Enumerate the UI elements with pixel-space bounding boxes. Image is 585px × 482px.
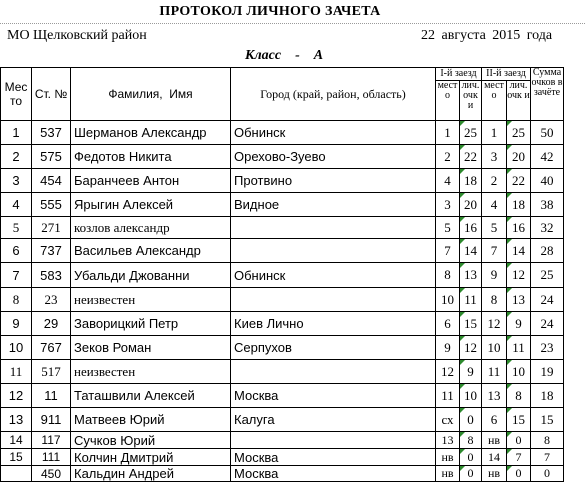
run2-points-cell: 22 — [507, 169, 531, 193]
results-table — [0, 67, 564, 482]
run1-place-cell: 11 — [436, 384, 460, 408]
total-cell: 50 — [531, 121, 564, 145]
city-cell: Калуга — [231, 408, 436, 432]
table-row — [1, 263, 564, 288]
run1-place-cell: 1 — [436, 121, 460, 145]
name-cell: козлов александр — [71, 217, 231, 239]
bib-cell: 583 — [32, 263, 71, 288]
table-row — [1, 432, 564, 449]
name-cell: Убальди Джованни — [71, 263, 231, 288]
name-cell: Таташвили Алексей — [71, 384, 231, 408]
city-cell: Обнинск — [231, 263, 436, 288]
city-cell: Видное — [231, 193, 436, 217]
place-cell: 13 — [1, 408, 32, 432]
event-date: 22 августа 2015 года — [421, 28, 553, 43]
run2-place-cell: 12 — [482, 312, 507, 336]
run2-points-cell: 12 — [507, 263, 531, 288]
bib-cell: 517 — [32, 360, 71, 384]
bib-cell: 537 — [32, 121, 71, 145]
city-cell: Обнинск — [231, 121, 436, 145]
total-cell: 15 — [531, 408, 564, 432]
run1-points-cell: 11 — [460, 288, 482, 312]
run2-points-cell: 15 — [507, 408, 531, 432]
table-row — [1, 193, 564, 217]
run2-place-cell: нв — [482, 432, 507, 449]
run2-place-cell: 5 — [482, 217, 507, 239]
protocol-title: ПРОТОКОЛ ЛИЧНОГО ЗАЧЕТА — [159, 4, 381, 19]
bib-cell: 454 — [32, 169, 71, 193]
bib-cell: 555 — [32, 193, 71, 217]
run2-place-cell: 13 — [482, 384, 507, 408]
name-cell: Кальдин Андрей — [71, 466, 231, 482]
table-row — [1, 449, 564, 466]
run2-points-cell: 7 — [507, 449, 531, 466]
total-cell: 23 — [531, 336, 564, 360]
run1-place-header: мест о — [436, 81, 460, 121]
place-cell: 4 — [1, 193, 32, 217]
total-cell: 24 — [531, 312, 564, 336]
place-cell: 8 — [1, 288, 32, 312]
run1-place-cell: нв — [436, 466, 460, 482]
city-cell — [231, 288, 436, 312]
title-rule — [0, 23, 585, 24]
run1-points-cell: 10 — [460, 384, 482, 408]
col-place-header: Мес то — [1, 68, 32, 121]
place-cell: 1 — [1, 121, 32, 145]
city-cell: Серпухов — [231, 336, 436, 360]
place-cell: 11 — [1, 360, 32, 384]
bib-cell: 23 — [32, 288, 71, 312]
total-cell: 28 — [531, 239, 564, 263]
bib-cell: 11 — [32, 384, 71, 408]
run1-points-cell: 0 — [460, 449, 482, 466]
place-cell: 15 — [1, 449, 32, 466]
table-row — [1, 384, 564, 408]
run2-place-cell: 1 — [482, 121, 507, 145]
place-cell: 2 — [1, 145, 32, 169]
run1-points-header: лич. очк и — [460, 81, 482, 121]
run1-place-cell: 6 — [436, 312, 460, 336]
run2-points-cell: 13 — [507, 288, 531, 312]
bib-cell: 911 — [32, 408, 71, 432]
run2-points-cell: 11 — [507, 336, 531, 360]
run1-points-cell: 18 — [460, 169, 482, 193]
run2-place-cell: 10 — [482, 336, 507, 360]
run2-place-header: мест о — [482, 81, 507, 121]
total-cell: 42 — [531, 145, 564, 169]
run1-points-cell: 16 — [460, 217, 482, 239]
run1-points-cell: 8 — [460, 432, 482, 449]
run1-place-cell: 10 — [436, 288, 460, 312]
name-cell: Матвеев Юрий — [71, 408, 231, 432]
run1-points-cell: 12 — [460, 336, 482, 360]
run1-place-cell: 13 — [436, 432, 460, 449]
bib-cell: 117 — [32, 432, 71, 449]
run1-points-cell: 20 — [460, 193, 482, 217]
name-cell: Васильев Александр — [71, 239, 231, 263]
city-cell: Киев Лично — [231, 312, 436, 336]
city-cell — [231, 239, 436, 263]
total-cell: 18 — [531, 384, 564, 408]
run1-place-cell: 9 — [436, 336, 460, 360]
total-cell: 0 — [531, 466, 564, 482]
total-cell: 8 — [531, 432, 564, 449]
place-cell: 5 — [1, 217, 32, 239]
place-cell: 10 — [1, 336, 32, 360]
run1-place-cell: 5 — [436, 217, 460, 239]
run1-points-cell: 9 — [460, 360, 482, 384]
total-cell: 38 — [531, 193, 564, 217]
table-row — [1, 169, 564, 193]
run1-points-cell: 14 — [460, 239, 482, 263]
name-cell: Ярыгин Алексей — [71, 193, 231, 217]
run2-place-cell: 3 — [482, 145, 507, 169]
table-row — [1, 217, 564, 239]
run2-points-cell: 14 — [507, 239, 531, 263]
city-cell: Москва — [231, 384, 436, 408]
run2-points-cell: 9 — [507, 312, 531, 336]
run2-place-cell: 2 — [482, 169, 507, 193]
total-cell: 7 — [531, 449, 564, 466]
run1-points-cell: 0 — [460, 408, 482, 432]
run2-points-cell: 8 — [507, 384, 531, 408]
run1-place-cell: нв — [436, 449, 460, 466]
name-cell: Федотов Никита — [71, 145, 231, 169]
run2-place-cell: 11 — [482, 360, 507, 384]
run1-points-cell: 0 — [460, 466, 482, 482]
run1-place-cell: 7 — [436, 239, 460, 263]
district-label: МО Щелковский район — [7, 28, 147, 43]
bib-cell: 737 — [32, 239, 71, 263]
run2-header: II-й заезд — [482, 68, 531, 81]
run1-place-cell: 4 — [436, 169, 460, 193]
name-cell: Баранчеев Антон — [71, 169, 231, 193]
table-row — [1, 312, 564, 336]
run2-place-cell: 9 — [482, 263, 507, 288]
name-cell: Зеков Роман — [71, 336, 231, 360]
bib-cell: 29 — [32, 312, 71, 336]
table-row — [1, 408, 564, 432]
name-cell: Колчин Дмитрий — [71, 449, 231, 466]
total-cell: 19 — [531, 360, 564, 384]
total-cell: 24 — [531, 288, 564, 312]
bib-cell: 767 — [32, 336, 71, 360]
run2-points-cell: 25 — [507, 121, 531, 145]
total-cell: 40 — [531, 169, 564, 193]
city-cell: Москва — [231, 466, 436, 482]
table-row — [1, 145, 564, 169]
table-row — [1, 466, 564, 482]
place-cell: 7 — [1, 263, 32, 288]
place-cell: 12 — [1, 384, 32, 408]
bib-cell: 111 — [32, 449, 71, 466]
table-row — [1, 239, 564, 263]
col-city-header: Город (край, район, область) — [231, 68, 436, 121]
run2-place-cell: 6 — [482, 408, 507, 432]
total-cell: 25 — [531, 263, 564, 288]
run1-points-cell: 22 — [460, 145, 482, 169]
col-name-header: Фамилия, Имя — [71, 68, 231, 121]
bib-cell: 575 — [32, 145, 71, 169]
run1-place-cell: 2 — [436, 145, 460, 169]
city-cell: Протвино — [231, 169, 436, 193]
city-cell — [231, 217, 436, 239]
city-cell: Москва — [231, 449, 436, 466]
run2-points-cell: 0 — [507, 466, 531, 482]
table-row — [1, 336, 564, 360]
run1-place-cell: 3 — [436, 193, 460, 217]
name-cell: Сучков Юрий — [71, 432, 231, 449]
name-cell: Шерманов Александр — [71, 121, 231, 145]
run2-points-cell: 16 — [507, 217, 531, 239]
run1-place-cell: сх — [436, 408, 460, 432]
table-row — [1, 121, 564, 145]
run2-points-cell: 20 — [507, 145, 531, 169]
city-cell — [231, 360, 436, 384]
run1-points-cell: 25 — [460, 121, 482, 145]
run2-place-cell: нв — [482, 466, 507, 482]
run2-place-cell: 8 — [482, 288, 507, 312]
total-cell: 32 — [531, 217, 564, 239]
place-cell: 14 — [1, 432, 32, 449]
table-row — [1, 288, 564, 312]
col-total-header: Сумма очков в зачёте — [531, 68, 564, 121]
run2-points-cell: 18 — [507, 193, 531, 217]
bib-cell: 450 — [32, 466, 71, 482]
place-cell: 3 — [1, 169, 32, 193]
name-cell: Заворицкий Петр — [71, 312, 231, 336]
run1-points-cell: 13 — [460, 263, 482, 288]
run1-place-cell: 8 — [436, 263, 460, 288]
place-cell: 6 — [1, 239, 32, 263]
bib-cell: 271 — [32, 217, 71, 239]
city-cell: Орехово-Зуево — [231, 145, 436, 169]
run1-points-cell: 15 — [460, 312, 482, 336]
run1-place-cell: 12 — [436, 360, 460, 384]
city-cell — [231, 432, 436, 449]
run2-points-cell: 10 — [507, 360, 531, 384]
run2-points-header: лич. очк и — [507, 81, 531, 121]
table-row — [1, 360, 564, 384]
place-cell — [1, 466, 32, 482]
col-bib-header: Ст. № — [32, 68, 71, 121]
name-cell: неизвестен — [71, 360, 231, 384]
run2-place-cell: 7 — [482, 239, 507, 263]
place-cell: 9 — [1, 312, 32, 336]
run2-place-cell: 4 — [482, 193, 507, 217]
run2-points-cell: 0 — [507, 432, 531, 449]
class-label: Класс - А — [245, 48, 324, 63]
name-cell: неизвестен — [71, 288, 231, 312]
run2-place-cell: 14 — [482, 449, 507, 466]
run1-header: I-й заезд — [436, 68, 482, 81]
